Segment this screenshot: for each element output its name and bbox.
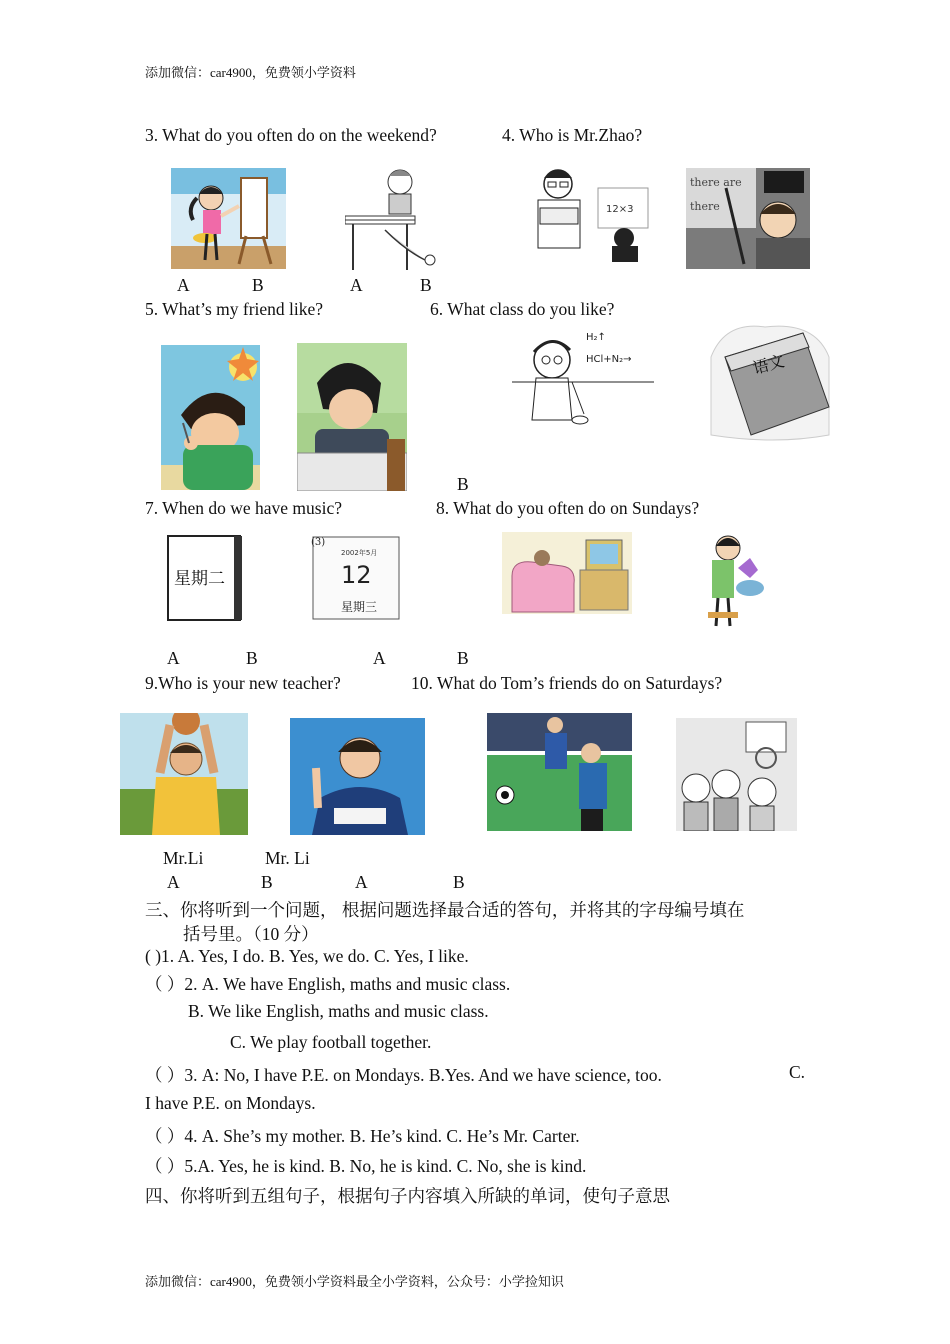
painting-girl-image [171,168,286,269]
calendar-number-text: 12 [341,561,372,589]
calendar-wednesday-text: 星期三 [341,600,378,614]
option-label-a: A [177,275,190,295]
page-header: 添加微信：car4900，免费领小学资料 [145,65,356,80]
chemistry-class-image [512,320,654,432]
children-basketball-image [676,718,797,831]
question-8: 8. What do you often do on Sundays? [436,498,700,518]
blackboard-text-2: there [690,200,720,213]
math-board-text: 12×3 [606,204,634,215]
answer-item-3-cont: I have P.E. on Mondays. [145,1093,316,1113]
option-label-a: A [167,648,180,668]
calendar-wednesday-image [305,531,406,624]
question-7: 7. When do we have music? [145,498,342,518]
section-3-title-cont: 括号里。（10 分） [183,924,319,944]
option-label-b: B [420,275,432,295]
calendar-tuesday-image [164,530,247,625]
answer-item-4: （ ）4. A. She’s my mother. B. He’s kind. C. He’s Mr. Carter. [145,1126,580,1146]
chinese-book-image [705,317,835,445]
teacher-blackboard-image [686,168,810,269]
boy-idea-image [161,345,260,490]
option-label-b: B [457,648,469,668]
answer-item-2-c: C. We play football together. [230,1032,432,1052]
question-6: 6. What class do you like? [430,299,615,319]
calendar-top-text: (3) [311,537,326,548]
watching-tv-image [502,532,632,614]
option-label-b: B [252,275,264,295]
ping-pong-girl-image [345,160,445,273]
page-footer: 添加微信：car4900，免费领小学资料最全小学资料，公众号：小学捡知识 [145,1274,564,1289]
chinese-book-title: 语文 [750,351,787,378]
answer-item-1: ( )1. A. Yes, I do. B. Yes, we do. C. Yes, I like. [145,946,469,966]
option-label-a: A [350,275,363,295]
answer-item-2-b: B. We like English, maths and music class. [188,1001,489,1021]
teacher-reading-image [528,160,654,262]
caption-mr-li-1: Mr.Li [163,848,204,868]
question-10: 10. What do Tom’s friends do on Saturdays? [411,673,723,693]
option-label-a: A [355,872,368,892]
caption-mr-li-2: Mr. Li [265,848,310,868]
man-pointing-image [290,718,425,835]
chem-formula-1: H₂↑ [586,332,606,343]
option-label-b: B [457,474,469,494]
option-label-b: B [246,648,258,668]
question-9: 9.Who is your new teacher? [145,673,341,693]
section-4-title: 四、你将听到五组句子，根据句子内容填入所缺的单词，使句子意思 [145,1186,670,1206]
girl-flowers-image [698,528,772,633]
calendar-date-text: 2002年5月 [341,549,378,557]
blackboard-text-1: there are [690,176,742,189]
boy-studying-image [297,343,407,491]
option-label-b: B [261,872,273,892]
answer-item-2: （ ）2. A. We have English, maths and music class. [145,974,511,994]
question-3: 3. What do you often do on the weekend? [145,125,437,145]
question-5: 5. What’s my friend like? [145,299,324,319]
answer-item-3-c: C. [789,1062,806,1082]
football-players-image [487,713,632,831]
calendar-tuesday-text: 星期二 [174,569,225,589]
chem-formula-2: HCl+N₂→ [586,354,632,365]
answer-item-5: （ ）5.A. Yes, he is kind. B. No, he is kind. C. No, she is kind. [145,1156,587,1176]
man-basketball-image [120,713,248,835]
option-label-a: A [167,872,180,892]
question-4: 4. Who is Mr.Zhao? [502,125,643,145]
answer-item-3: （ ）3. A: No, I have P.E. on Mondays. B.Yes. And we have science, too. [145,1065,662,1085]
option-label-b: B [453,872,465,892]
option-label-a: A [373,648,386,668]
section-3-title: 三、你将听到一个问题， 根据问题选择最合适的答句，并将其的字母编号填在 [145,900,745,920]
